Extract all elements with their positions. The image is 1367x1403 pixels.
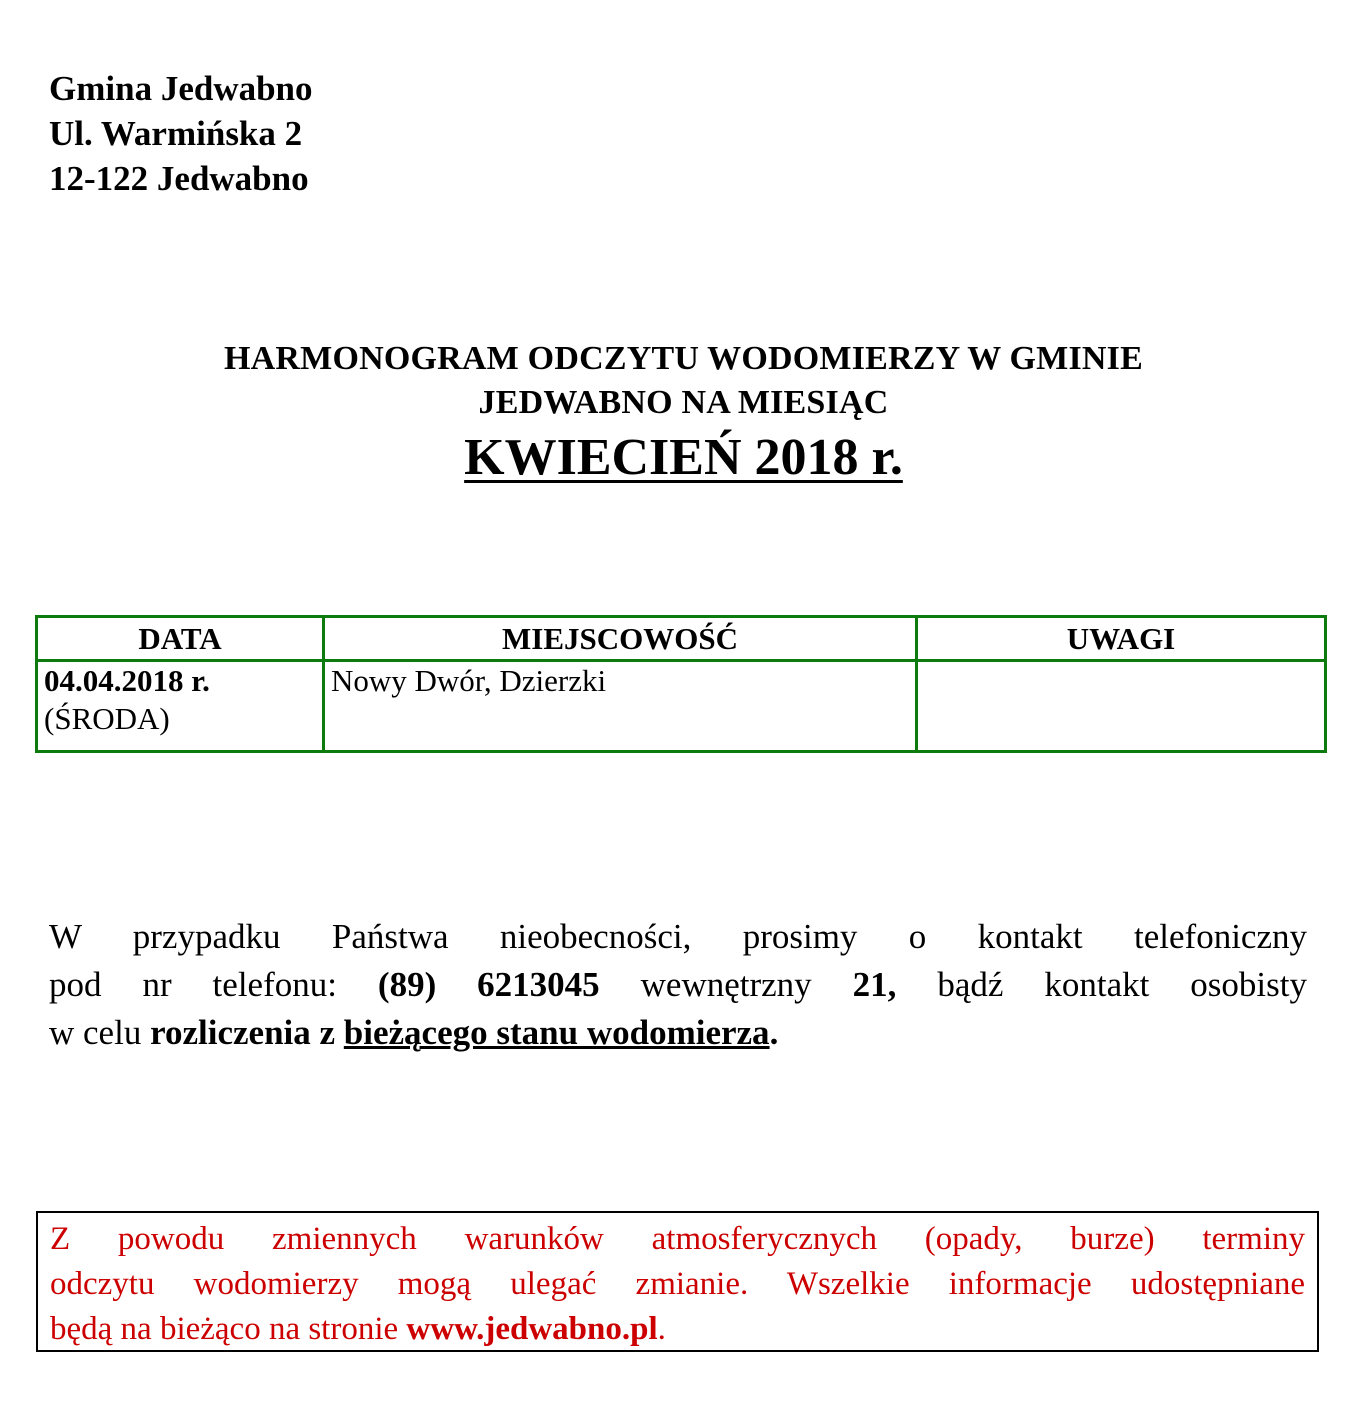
table-header-row xyxy=(37,617,1326,661)
reading-date: 04.04.2018 r. xyxy=(44,663,210,698)
notice-underlined-phrase: bieżącego stanu wodomierza xyxy=(343,1013,770,1052)
notice-line-1: W przypadku Państwa nieobecności, prosimy o kontakt telefoniczny xyxy=(49,917,1307,956)
website-link[interactable]: www.jedwabno.pl xyxy=(406,1311,658,1347)
header-date: DATA xyxy=(37,617,324,661)
notice-line-2 xyxy=(49,961,1307,1009)
contact-notice xyxy=(49,913,1307,1057)
address-line-municipality: Gmina Jedwabno xyxy=(49,69,313,108)
title-month: KWIECIEŃ 2018 r. xyxy=(464,429,903,486)
notice-space xyxy=(335,1013,344,1052)
cell-notes xyxy=(917,661,1326,752)
sender-address xyxy=(49,66,313,201)
phone-extension: 21, xyxy=(852,965,897,1004)
header-location: MIEJSCOWOŚĆ xyxy=(324,617,917,661)
header-notes: UWAGI xyxy=(917,617,1326,661)
schedule-table xyxy=(35,615,1327,753)
title-line-1: HARMONOGRAM ODCZYTU WODOMIERZY W GMINIE xyxy=(224,340,1143,377)
notice-line-3-prefix: w celu xyxy=(49,1013,151,1052)
document-title xyxy=(0,337,1367,489)
warning-line-3 xyxy=(50,1307,1305,1352)
notice-line-3 xyxy=(49,1009,1307,1057)
notice-extension-label: wewnętrzny xyxy=(599,965,853,1004)
reading-weekday: (ŚRODA) xyxy=(44,701,170,736)
weather-warning-box xyxy=(36,1211,1319,1352)
warning-line-2: odczytu wodomierzy mogą ulegać zmianie. Wszelkie informacje udostępniane xyxy=(50,1266,1305,1302)
title-line-2: JEDWABNO NA MIESIĄC xyxy=(478,384,889,421)
cell-location: Nowy Dwór, Dzierzki xyxy=(324,661,917,752)
warning-line-1: Z powodu zmiennych warunków atmosferycznych (opady, burze) terminy xyxy=(50,1221,1305,1257)
cell-date xyxy=(37,661,324,752)
warning-line-3-suffix: . xyxy=(657,1311,666,1347)
table-row xyxy=(37,661,1326,752)
address-line-street: Ul. Warmińska 2 xyxy=(49,114,303,153)
notice-line-2-suffix: bądź kontakt osobisty xyxy=(896,965,1307,1004)
address-line-postal: 12-122 Jedwabno xyxy=(49,159,309,198)
notice-bold-phrase: rozliczenia z xyxy=(150,1013,336,1052)
warning-line-3-prefix: będą na bieżąco na stronie xyxy=(50,1311,407,1347)
phone-number: (89) 6213045 xyxy=(377,965,600,1004)
notice-period: . xyxy=(769,1013,779,1052)
notice-phone-label: pod nr telefonu: xyxy=(49,965,378,1004)
